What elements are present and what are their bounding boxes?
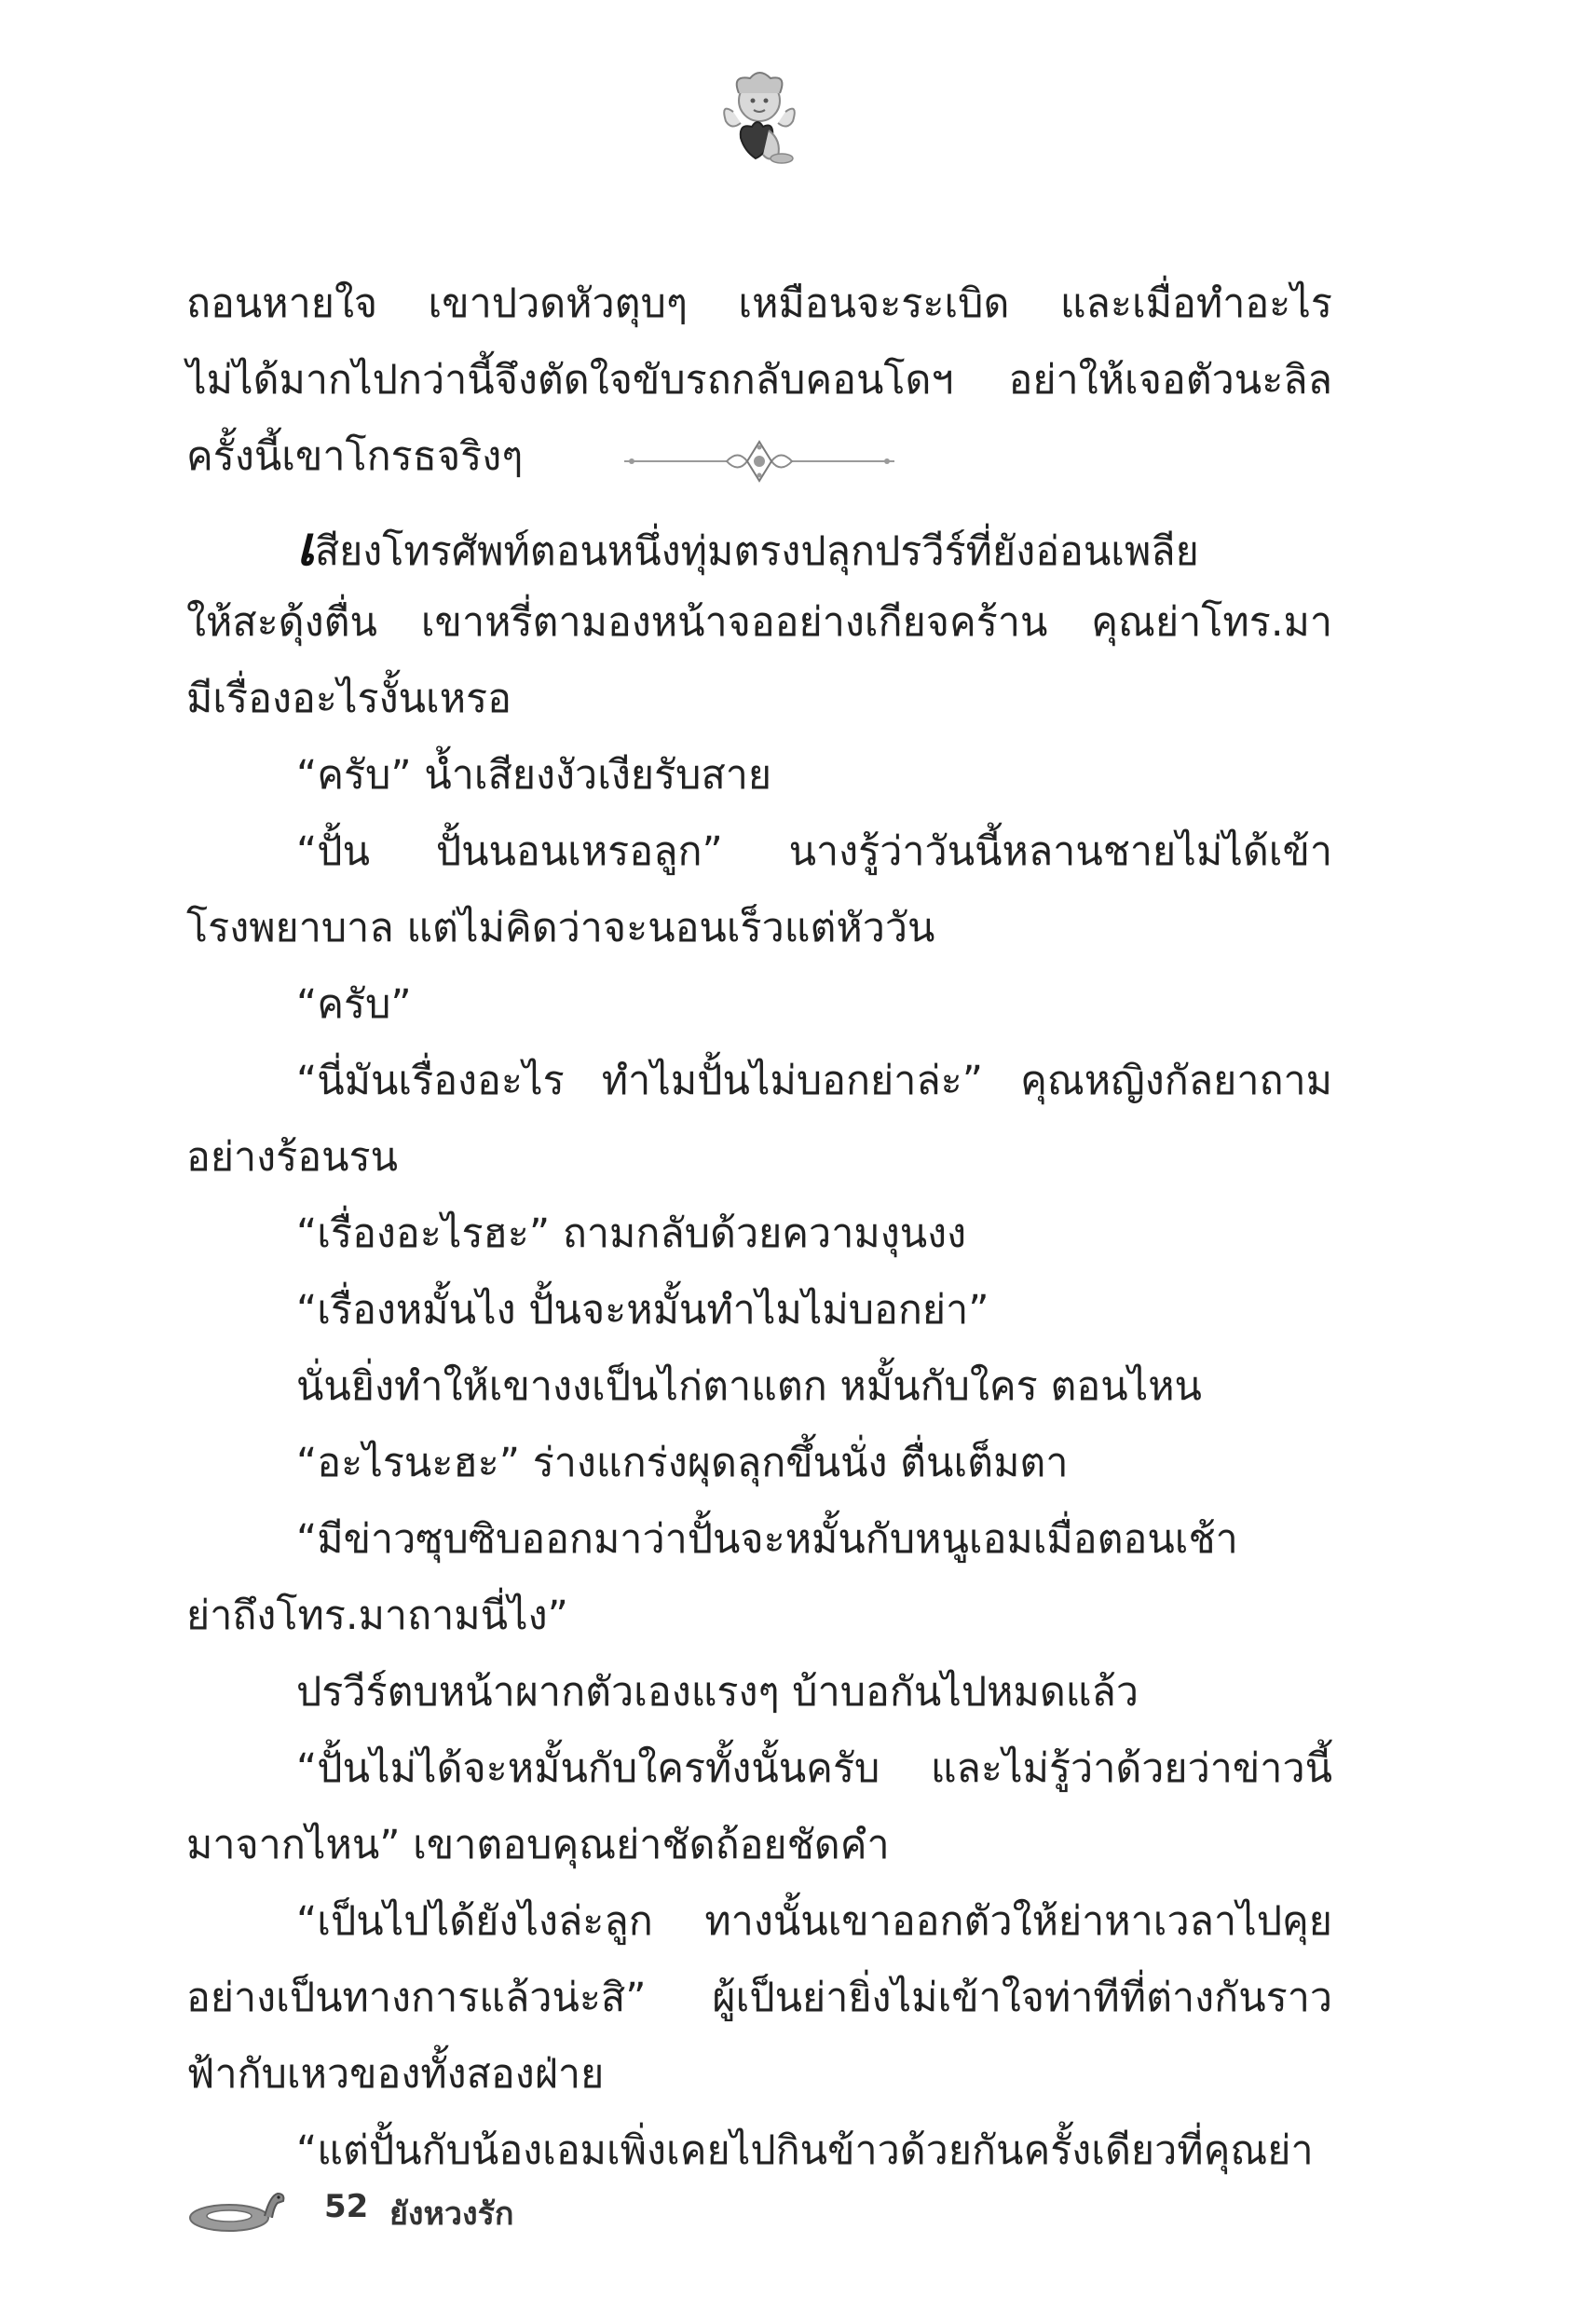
text-line: ย่าถึงโทร.มาถามนี่ไง” [186,1593,568,1639]
text-line: ปรวีร์ตบหน้าผากตัวเองแรงๆ บ้าบอกันไปหมดแล้ว [296,1669,1139,1716]
text-line: “มีข่าวซุบซิบออกมาว่าปั้นจะหมั้นกับหนูเอมเมื่อตอนเช้า [296,1516,1238,1563]
text-line: ไม่ได้มากไปกว่านี้จึงตัดใจขับรถกลับคอนโดฯ อย่าให้เจอตัวนะลิล [186,357,1332,403]
text-line: “ปั้น ปั้นนอนเหรอลูก” นางรู้ว่าวันนี้หลานชายไม่ได้เข้า [296,828,1332,875]
drop-cap: เ [296,514,315,578]
text-line: “ครับ” [296,981,412,1028]
first-line-text: สียงโทรศัพท์ตอนหนึ่งทุ่มตรงปลุกปรวีร์ที่ยังอ่อนเพลีย [314,528,1199,575]
text-line: ครั้งนี้เขาโกรธจริงๆ [186,433,524,480]
book-title: ยังหวงรัก [389,2195,514,2233]
cupid-heart-icon [713,65,806,168]
text-line: “อะไรนะฮะ” ร่างแกร่งผุดลุกขึ้นนั่ง ตื่นเต็มตา [296,1440,1069,1486]
text-line: มีเรื่องอะไรงั้นเหรอ [186,676,512,722]
text-line: “เรื่องหมั้นไง ปั้นจะหมั้นทำไมไม่บอกย่า” [296,1287,989,1333]
text-line: ให้สะดุ้งตื่น เขาหรี่ตามองหน้าจออย่างเกียจคร้าน คุณย่าโทร.มา [186,599,1332,646]
page-footer [186,2181,745,2246]
section-two [186,508,1332,2189]
text-line: “แต่ปั้นกับน้องเอมเพิ่งเคยไปกินข้าวด้วยกันครั้งเดียวที่คุณย่า [296,2127,1314,2174]
text-line: “เป็นไปได้ยังไงล่ะลูก ทางนั้นเขาออกตัวให้ย่าหาเวลาไปคุย [296,1898,1332,1945]
ornamental-divider-icon [624,438,894,485]
text-line: นั่นยิ่งทำให้เขางงเป็นไก่ตาแตก หมั้นกับใคร ตอนไหน [296,1363,1202,1410]
text-line: โรงพยาบาล แต่ไม่คิดว่าจะนอนเร็วแต่หัววัน [186,905,935,951]
text-line: ฟ้ากับเหวของทั้งสองฝ่าย [186,2051,605,2098]
text-line: อย่างร้อนรน [186,1134,398,1181]
swan-float-icon [186,2186,289,2235]
text-line: มาจากไหน” เขาตอบคุณย่าชัดถ้อยชัดคำ [186,1822,890,1868]
text-line-first [186,508,1332,584]
text-line: “ปั้นไม่ได้จะหมั้นกับใครทั้งนั้นครับ และไม่รู้ว่าด้วยว่าข่าวนี้ [296,1745,1332,1792]
text-line: “นี่มันเรื่องอะไร ทำไมปั้นไม่บอกย่าล่ะ” คุณหญิงกัลยาถาม [296,1058,1332,1104]
text-line: อย่างเป็นทางการแล้วน่ะสิ” ผู้เป็นย่ายิ่งไม่เข้าใจท่าทีที่ต่างกันราว [186,1975,1332,2021]
text-line: “เรื่องอะไรฮะ” ถามกลับด้วยความงุนงง [296,1210,967,1257]
text-line: “ครับ” น้ำเสียงงัวเงียรับสาย [296,752,772,799]
page-number: 52 [324,2188,369,2225]
text-line: ถอนหายใจ เขาปวดหัวตุบๆ เหมือนจะระเบิด และเมื่อทำอะไร [186,280,1332,327]
